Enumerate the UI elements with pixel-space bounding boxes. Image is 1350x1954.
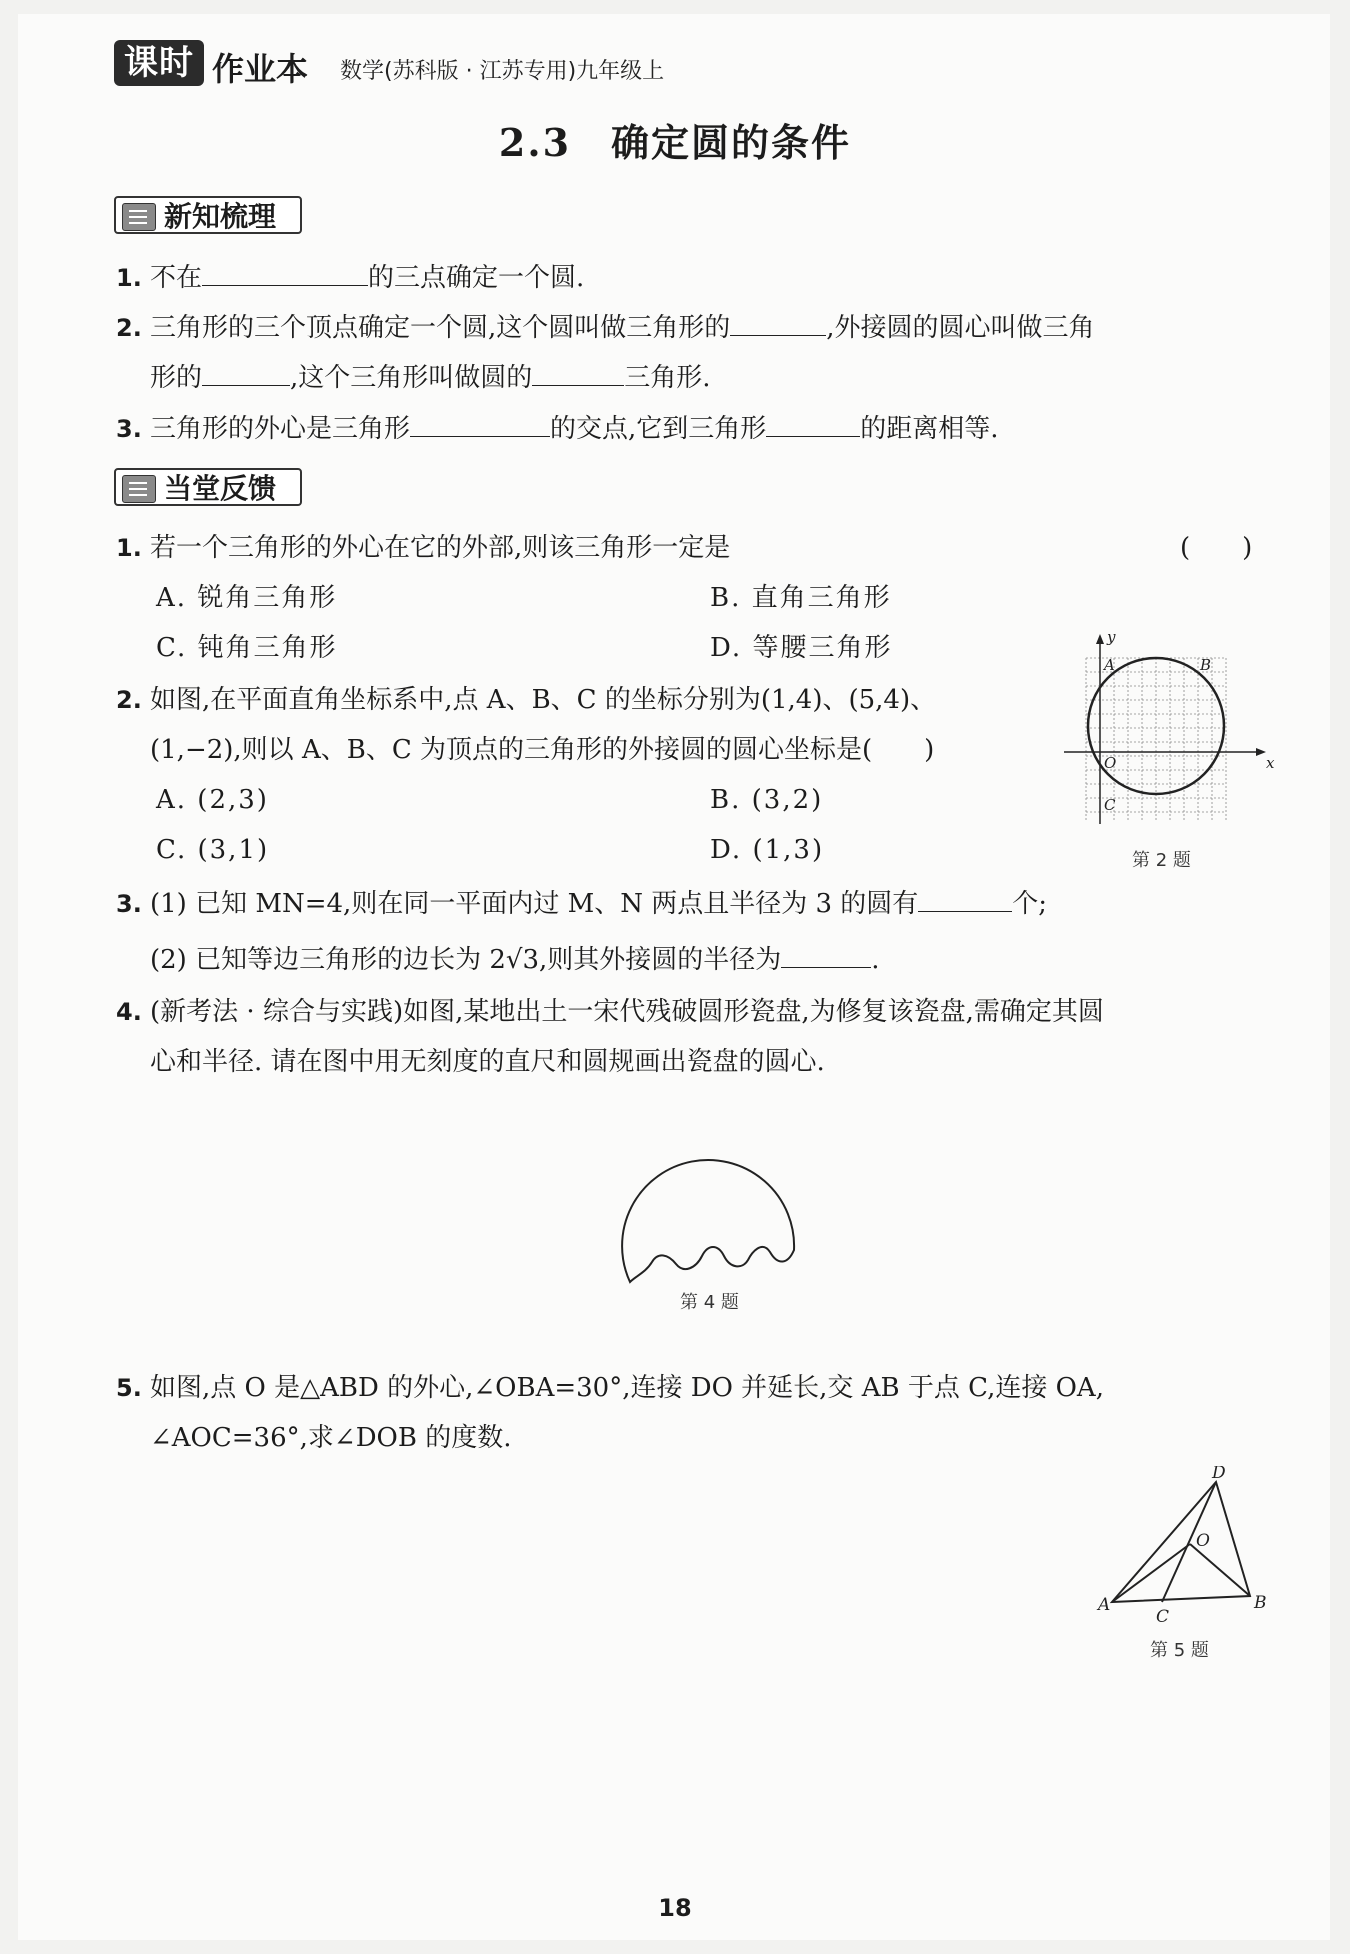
question-number: 1. [116,534,142,562]
feedback-q3-part2 [150,940,880,980]
point-a-label: A [1098,1595,1111,1615]
point-c-label: C [1156,1607,1170,1626]
option-a[interactable]: A. 锐角三角形 [156,583,338,613]
x-axis-label: x [1266,754,1275,772]
answer-blank[interactable] [766,412,860,437]
question-text: 形的 [150,363,203,393]
section-number: 2.3 [498,120,572,165]
point-b-label: B [1254,1593,1267,1613]
question-text: 如图,在平面直角坐标系中,点 A、B、C 的坐标分别为(1,4)、(5,4)、 [150,685,937,715]
question-text: 的距离相等. [860,414,999,444]
book-subtitle: 数学(苏科版 · 江苏专用)九年级上 [340,59,665,84]
figure-2-coordinate-plot [1060,628,1280,838]
option-d[interactable]: D. (1,3) [710,835,825,865]
question-text: . [871,945,880,975]
question-text: 不在 [150,263,203,293]
brand-logo: 课时 [114,40,204,86]
option-b[interactable]: B. (3,2) [710,785,824,815]
question-number: 1. [116,264,142,292]
question-text: ,这个三角形叫做圆的 [290,363,533,393]
question-text: 的交点,它到三角形 [550,414,767,444]
answer-blank[interactable] [918,887,1012,912]
knowledge-q2-line2 [150,358,711,398]
question-text: (1) 已知 MN=4,则在同一平面内过 M、N 两点且半径为 3 的圆有 [150,889,919,919]
answer-blank[interactable] [730,311,826,336]
section-label: 当堂反馈 [164,472,277,505]
point-a-label: A [1104,656,1115,674]
point-b-label: B [1200,656,1212,674]
figure-2-caption: 第 2 题 [1132,850,1191,871]
question-text: 若一个三角形的外心在它的外部,则该三角形一定是 [150,533,731,563]
question-number: 3. [116,415,142,443]
question-number: 2. [116,686,142,714]
question-number: 4. [116,998,142,1026]
answer-blank[interactable] [781,943,871,968]
figure-4-caption: 第 4 题 [680,1292,739,1313]
figure-4-broken-plate [612,1140,812,1290]
question-text: (新考法 · 综合与实践)如图,某地出土一宋代残破圆形瓷盘,为修复该瓷盘,需确定其圆 [150,997,1104,1027]
segment-oa [1112,1544,1190,1602]
y-axis-label: y [1107,628,1116,646]
section-header-knowledge [114,196,302,234]
feedback-q4-line1 [116,992,1104,1032]
knowledge-q1 [116,258,584,298]
option-c[interactable]: C. 钝角三角形 [156,633,338,663]
figure-5-triangle [1090,1466,1280,1626]
option-a[interactable]: A. (2,3) [156,785,269,815]
option-b[interactable]: B. 直角三角形 [710,583,892,613]
question-text: 三角形的外心是三角形 [150,414,411,444]
question-number: 3. [116,890,142,918]
segment-ob [1190,1544,1250,1596]
point-d-label: D [1212,1466,1226,1483]
answer-blank[interactable] [202,361,290,386]
page-title [0,112,1350,167]
section-label: 新知梳理 [164,200,277,233]
question-text: 三角形的三个顶点确定一个圆,这个圆叫做三角形的 [150,313,731,343]
answer-blank[interactable] [410,412,550,437]
knowledge-q2-line1 [116,308,1095,348]
question-text: 个; [1012,889,1048,919]
point-c-label: C [1104,796,1116,814]
plate-outline[interactable] [622,1160,794,1282]
section-header-feedback [114,468,302,506]
pencil-icon [122,475,156,503]
answer-blank[interactable] [532,361,624,386]
origin-label: O [1104,754,1117,772]
question-text: 三角形. [624,363,711,393]
feedback-q5-line1 [116,1368,1104,1408]
knowledge-q3 [116,409,999,449]
answer-blank[interactable] [202,261,368,286]
answer-paren[interactable]: ( ) [1180,533,1253,563]
notebook-icon [122,203,156,231]
question-number: 2. [116,314,142,342]
triangle-abd [1112,1482,1250,1602]
page-number: 18 [658,1894,692,1922]
option-c[interactable]: C. (3,1) [156,835,270,865]
feedback-q2-line1 [116,680,936,720]
feedback-q4-line2: 心和半径. 请在图中用无刻度的直尺和圆规画出瓷盘的圆心. [150,1047,825,1077]
option-d[interactable]: D. 等腰三角形 [710,633,893,663]
question-number: 5. [116,1374,142,1402]
brand-name: 作业本 [212,50,309,88]
question-text: 如图,点 O 是△ABD 的外心,∠OBA=30°,连接 DO 并延长,交 AB 于点 C,连接 OA, [150,1373,1104,1403]
question-text: ,外接圆的圆心叫做三角 [826,313,1095,343]
feedback-q1 [116,528,730,568]
section-title: 确定圆的条件 [611,120,852,165]
feedback-q3-part1 [116,884,1047,924]
figure-5-caption: 第 5 题 [1150,1640,1209,1661]
question-text: (2) 已知等边三角形的边长为 2√3,则其外接圆的半径为 [150,945,782,975]
point-o-label: O [1196,1531,1210,1551]
question-text: 的三点确定一个圆. [368,263,585,293]
feedback-q2-line2: (1,−2),则以 A、B、C 为顶点的三角形的外接圆的圆心坐标是( ) [150,735,935,765]
feedback-q5-line2: ∠AOC=36°,求∠DOB 的度数. [150,1423,512,1453]
